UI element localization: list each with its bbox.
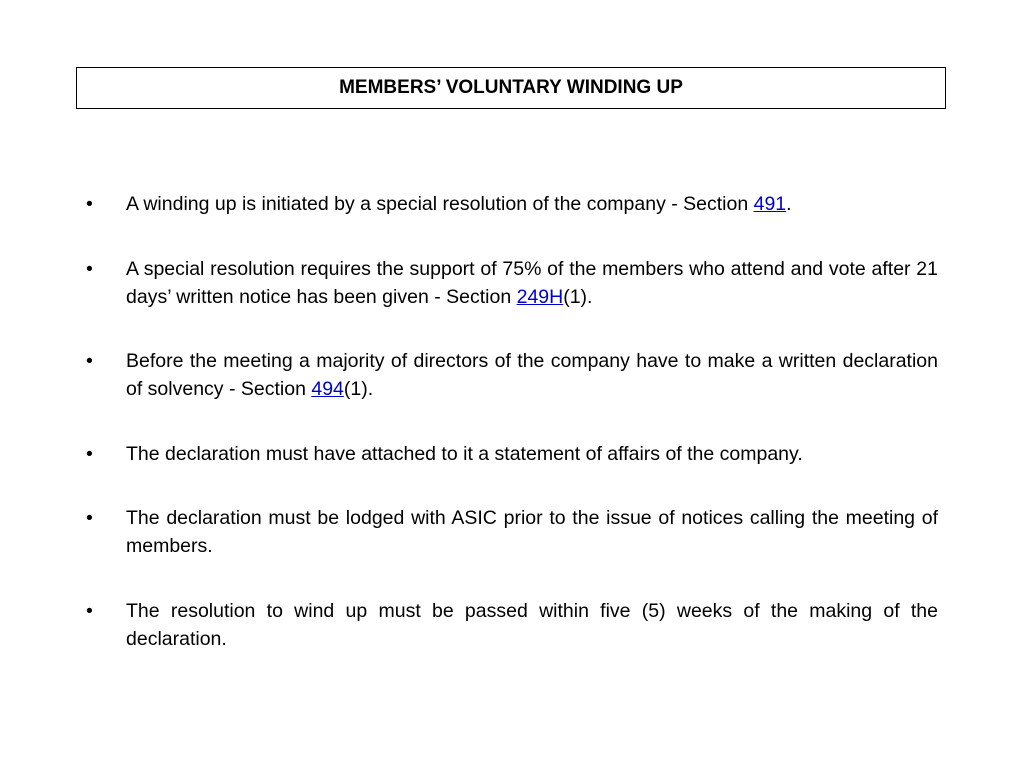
bullet-icon: • — [86, 257, 93, 280]
bullet-text: The declaration must have attached to it a statement of affairs of the company. — [126, 442, 803, 465]
section-494-link[interactable]: 494 — [311, 378, 344, 400]
section-249h-link[interactable]: 249H — [516, 285, 564, 308]
section-491-link[interactable]: 491 — [753, 193, 787, 215]
bullet-icon: • — [86, 193, 93, 215]
bullet-item — [86, 440, 938, 468]
bullet-item — [86, 347, 938, 403]
bullet-list — [86, 190, 938, 689]
title-box — [76, 67, 946, 109]
bullet-item — [86, 504, 938, 560]
bullet-text: Before the meeting a majority of directors of the company have to make a written declaration of solvency - Section — [126, 350, 938, 400]
bullet-item — [86, 190, 938, 218]
bullet-icon: • — [86, 599, 93, 622]
bullet-text-suffix: . — [786, 193, 792, 215]
bullet-text: A special resolution requires the support of 75% of the members who attend and vote after 21 days’ written notice has been given - Section — [126, 257, 938, 308]
bullet-item — [86, 597, 938, 653]
bullet-icon: • — [86, 442, 93, 465]
bullet-text-suffix: (1). — [343, 378, 374, 400]
bullet-text: A winding up is initiated by a special resolution of the company - Section — [126, 193, 754, 215]
bullet-text: The resolution to wind up must be passed within five (5) weeks of the making of the declaration. — [126, 599, 938, 650]
bullet-item — [86, 255, 938, 311]
bullet-icon: • — [86, 507, 93, 529]
slide-title: MEMBERS’ VOLUNTARY WINDING UP — [339, 77, 683, 98]
bullet-text: The declaration must be lodged with ASIC prior to the issue of notices calling the meeting of members. — [126, 507, 938, 557]
bullet-text-suffix: (1). — [563, 285, 593, 308]
bullet-icon: • — [86, 350, 93, 372]
